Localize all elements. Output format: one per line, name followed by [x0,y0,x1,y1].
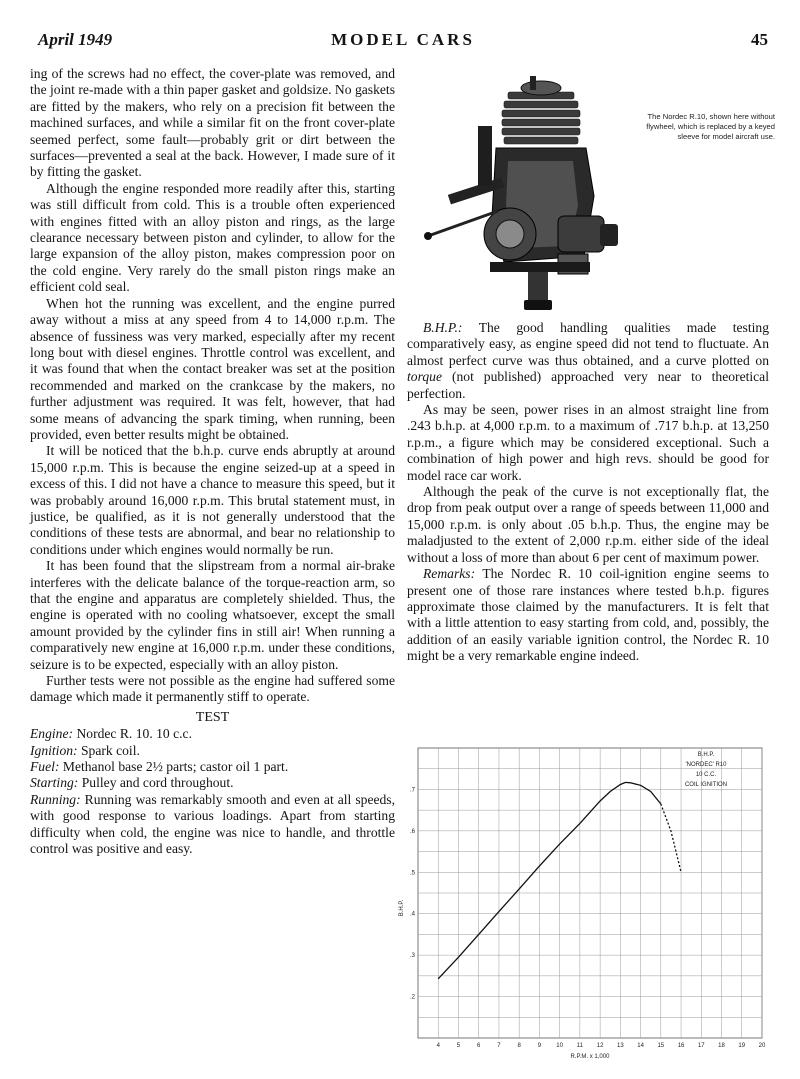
left-paragraph-1: ing of the screws had no effect, the cover-plate was removed, and the joint re-made with a thin paper gasket and goldsize. No gaskets are fitted by the makers, who rely on a precision fit between the machined surfaces, and while a similar fit on the front cover-plate seemed perfect, some fault—probably grit or dirt between the surfaces—prevented a seal at the back. However, I made sure of it by fitting the gasket. [30,66,395,180]
y-tick-label: .5 [409,870,415,877]
bhp-text-a: The good handling qualities made testing comparatively easy, as engine speed did not tend to fluctuate. An almost perfect curve was thus obtained, and a curve plotted on [407,320,769,368]
x-tick-label: 4 [436,1043,440,1049]
left-paragraph-4: It will be noticed that the b.h.p. curve ends abruptly at around 15,000 r.p.m. This is because the engine seized-up at a speed in excess of this. I did not have a chance to measure this speed, but it was probably around 16,000 r.p.m. This brutal statement must, in justice, be qualified, as it is not generally understood that the conditions of these tests are abnormal, and bear no relationship to conditions under which engines would normally be run. [30,443,395,557]
x-tick-label: 16 [677,1043,685,1049]
bhp-torque: torque [407,369,442,385]
x-tick-label: 18 [718,1043,725,1049]
y-tick-label: .3 [409,953,415,960]
x-axis-label: R.P.M. x 1,000 [570,1054,610,1060]
left-column [30,66,395,858]
x-tick-label: 7 [497,1043,501,1049]
x-tick-label: 13 [617,1043,624,1049]
y-tick-label: .2 [409,994,415,1001]
right-paragraph-2: As may be seen, power rises in an almost straight line from .243 b.h.p. at 4,000 r.p.m. to a maximum of .717 b.h.p. at 13,250 r.p.m., a figure which may be considered exceptional. Such a combination of high power and high revs. should be good for model race car work. [407,402,769,483]
x-tick-label: 17 [697,1043,705,1049]
photo-caption: The Nordec R.10, shown here without flywheel, which is replaced by a keyed sleeve for model aircraft use. [646,112,775,141]
spec-engine-value: Nordec R. 10. 10 c.c. [76,726,192,742]
remarks-paragraph [407,566,769,664]
bhp-label: B.H.P.: [423,320,463,335]
legend-line-1: B.H.P. [697,752,715,758]
y-tick-label: .7 [409,787,415,794]
x-tick-label: 8 [517,1043,521,1049]
graph-legend [685,752,727,788]
legend-line-3: 10 C.C. [695,772,717,778]
left-paragraph-2: Although the engine responded more readily after this, starting was still difficult from cold. This is a trouble often experienced with engines fitted with an alloy piston and rings, as the large clearance necessary between piston and cylinder, to allow for the large expansion of the alloy piston, makes compression poor on the cold engine. Very rarely do the small piston rings make an efficient cold seal. [30,180,395,295]
x-tick-label: 12 [596,1043,604,1049]
spec-engine-label: Engine: [30,726,74,742]
x-tick-label: 11 [576,1043,583,1049]
issue-date: April 1949 [38,30,113,49]
test-heading: TEST [195,709,230,725]
bhp-curve-dashed [661,804,681,872]
x-tick-label: 5 [456,1043,461,1049]
bhp-curve [438,782,661,978]
legend-line-4: COIL IGNITION [684,782,728,788]
spec-running-label: Running: [30,791,81,807]
spec-ignition [30,743,395,759]
y-axis-label: B.H.P. [399,899,405,917]
spec-fuel-value: Methanol base 2½ parts; castor oil 1 part. [62,759,289,775]
x-tick-label: 14 [637,1043,644,1049]
graph-grid [418,748,762,1038]
magazine-title: MODEL CARS [331,30,475,49]
spec-running-value: Running was remarkably smooth and even at all speeds, with good response to various loadings. Apart from starting difficulty when cold, the engine was nice to handle, and throttle control was positive and easy. [30,791,395,857]
x-tick-label: 15 [657,1043,665,1049]
y-tick-label: .6 [409,828,415,835]
x-tick-label: 20 [758,1043,766,1049]
remarks-label: Remarks: [423,566,476,582]
x-tick-label: 9 [537,1043,542,1049]
bhp-graph [400,738,780,1064]
legend-line-2: 'NORDEC' R10 [685,762,727,768]
bhp-text-b: (not published) approached very near to theoretical perfection. [407,369,769,401]
right-paragraph-3: Although the peak of the curve is not exceptionally flat, the drop from peak output over a range of speeds between 11,000 and 15,000 r.p.m. is only about .05 b.h.p. Thus, the engine may be maladjusted to the extent of 2,000 r.p.m. either side of the ideal without a loss of more than about 6 per cent of maximum power. [407,484,769,565]
x-tick-label: 19 [738,1043,746,1049]
engine-photo [408,66,636,318]
spec-fuel [30,759,395,775]
remarks-text: The Nordec R. 10 coil-ignition engine seems to present one of those rare instances where tested b.h.p. figures approximate those claimed by the manufacturers. It is felt that with a little attention to easy starting from cold, and, possibly, the addition of an easily variable ignition control, the Nordec R. 10 might be a very remarkable engine indeed. [407,566,769,664]
graph-ticks [410,787,766,1049]
y-tick-label: .4 [409,911,415,918]
left-paragraph-3: When hot the running was excellent, and the engine purred away without a miss at any speed from 4 to 14,000 r.p.m. The absence of fussiness was very marked, especially after my recent long bout with diesel engines. Throttle control was excellent, and it was found that when the contact breaker was set at the position recommended and marked on the crankcase by the makers, no further adjustment was required. It was felt, however, that had some means of advancing the spark timing, when running, been provided, even better results might be obtained. [30,295,395,442]
spec-engine [30,726,395,742]
page-header [38,30,768,54]
x-tick-label: 10 [556,1043,563,1049]
spec-starting-value: Pulley and cord throughout. [81,775,234,791]
spec-ignition-value: Spark coil. [80,742,140,758]
spec-starting-label: Starting: [30,775,79,791]
right-column [407,320,769,665]
spec-ignition-label: Ignition: [30,742,78,758]
left-paragraph-6: Further tests were not possible as the engine had suffered some damage which made it permanently stiff to operate. [30,673,395,705]
bhp-paragraph [407,320,769,402]
x-tick-label: 6 [477,1043,481,1049]
spec-starting [30,775,395,791]
left-paragraph-5: It has been found that the slipstream from a normal air-brake interferes with the delicate balance of the torque-reaction arm, so that the engine and apparatus are completely shielded. Thus, the engine is operated with no cooling whatsoever, except the small amount provided by the cylinder fins in still air! When running a comparatively new engine at 16,000 r.p.m. under these conditions, seizure is to be expected, especially with an alloy piston. [30,558,395,672]
spec-running [30,792,395,858]
page-number: 45 [751,30,768,49]
spec-fuel-label: Fuel: [30,759,60,775]
